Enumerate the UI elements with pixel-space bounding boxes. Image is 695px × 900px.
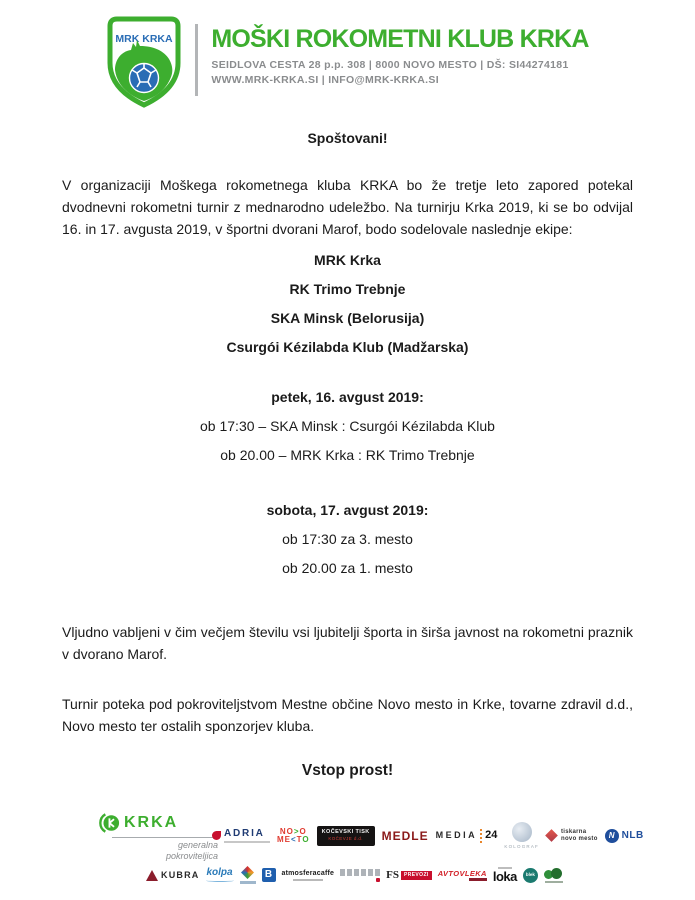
tiskarna-line2: novo mesto [561, 836, 598, 843]
letter-body [0, 130, 695, 780]
media24-wordmark: MEDIA [435, 830, 478, 841]
adria-tagline-bar [224, 841, 270, 843]
krka-sub-line2: pokroviteljica [165, 850, 218, 861]
schedule-friday [62, 383, 633, 470]
kolograf-wordmark: KOLOGRAF [504, 844, 539, 849]
sponsor-kolpa [206, 868, 234, 882]
general-sponsor-krka [98, 812, 218, 862]
nm-l2a: ME [277, 834, 291, 844]
krka-logo [98, 812, 218, 834]
adria-wordmark: ADRIA [224, 827, 265, 839]
sponsor-loka [493, 867, 517, 883]
tiskarna-line1: tiskarna [561, 829, 587, 836]
pinwheel-caption-bar [240, 881, 256, 884]
nm-l1a: NO [279, 826, 294, 836]
fs-prevozi-badge: PREVOZI [401, 871, 432, 880]
kocevski-tisk-line2: KOČEVJE d.d. [328, 836, 363, 842]
team-item: Csurgói Kézilabda Klub (Madžarska) [226, 339, 469, 355]
nm-l2b: < [291, 834, 297, 844]
avtovleka-accent-bar [469, 878, 487, 881]
nm-l2d: O [302, 834, 310, 844]
salutation: Spoštovani! [307, 130, 388, 146]
krka-divider-line [112, 837, 218, 838]
team-item: MRK Krka [314, 252, 381, 268]
kolograf-sphere-icon [512, 822, 532, 842]
krka-sub-line1: generalna [177, 840, 218, 850]
krka-wordmark: KRKA [124, 814, 179, 831]
sponsor-avtovleka [438, 870, 487, 881]
club-address-line: SEIDLOVA CESTA 28 p.p. 308 | 8000 NOVO MESTO | DŠ: SI44274181 [211, 59, 569, 72]
letterhead [0, 0, 695, 108]
patronage-paragraph: Turnir poteka pod pokroviteljstvom Mestne občine Novo mesto in Krke, tovarne zdravil d.d., Novo mesto ter ostalih sponzorjev kluba. [62, 696, 633, 734]
nlb-icon: N [605, 829, 619, 843]
sponsor-footer [0, 812, 695, 900]
b-icon: B [262, 868, 276, 882]
nm-l1c: O [299, 826, 307, 836]
avtovleka-wordmark: AVTOVLEKA [437, 868, 487, 878]
nm-l2c: T [296, 834, 303, 844]
media24-dots-icon [480, 829, 482, 843]
sponsor-green-cluster [544, 868, 564, 883]
krka-mark-icon [98, 812, 120, 834]
atmosfera-tagline-bar [293, 879, 323, 881]
fs-wordmark: FS [386, 868, 399, 881]
invitation-paragraph: Vljudno vabljeni v čim večjem številu vsi ljubitelji športa in širša javnost na rokometni praznik v dvorano Marof. [62, 624, 633, 662]
adria-icon [212, 831, 221, 840]
schedule-match: ob 17:30 – SKA Minsk : Csurgói Kézilabda Klub [200, 418, 495, 434]
schedule-saturday [62, 496, 633, 583]
schedule-match: ob 20.00 za 1. mesto [282, 560, 413, 576]
gray-wordmark-bar [340, 869, 380, 876]
gray-logo-accent [376, 878, 380, 882]
schedule-match: ob 17:30 za 3. mesto [282, 531, 413, 547]
schedule-match: ob 20.00 – MRK Krka : RK Trimo Trebnje [220, 447, 475, 463]
kubra-triangle-icon [146, 870, 158, 881]
trees-caption-bar [545, 881, 563, 883]
sponsor-row-1 [212, 822, 644, 850]
pinwheel-icon [241, 866, 254, 879]
schedule-day-heading: sobota, 17. avgust 2019: [266, 502, 429, 518]
media24-number: 24 [485, 829, 498, 842]
intro-paragraph: V organizaciji Moškega rokometnega kluba KRKA bo že tretje leto zapored potekal dvodnevni rokometni turnir z mednarodno udeležbo. Na turnirju Krka 2019, ki se bo odvijal 16. in 17. avgusta 2019, v športni dvorani Marof, bodo sodelovale naslednje ekipe: [62, 177, 633, 237]
schedule-day-heading: petek, 16. avgust 2019: [271, 389, 424, 405]
team-item: SKA Minsk (Belorusija) [270, 310, 425, 326]
kolpa-wordmark: kolpa [206, 867, 233, 878]
sponsor-row-2 [146, 866, 564, 884]
closing-statement: Vstop prost! [301, 762, 394, 779]
krka-general-sponsor-label [98, 840, 218, 862]
header-divider [195, 24, 198, 96]
sponsor-nlb [605, 829, 644, 843]
club-crest-logo [106, 16, 182, 108]
sponsor-kolograf [504, 822, 539, 850]
sponsor-gray-logo [340, 869, 380, 882]
letterhead-text [211, 16, 588, 86]
trees-icon [544, 868, 564, 879]
sponsor-novo-mesto [277, 828, 310, 844]
kolpa-wave-icon [206, 879, 234, 882]
team-item: RK Trimo Trebnje [289, 281, 406, 297]
blek-circle-icon: blek [523, 868, 538, 883]
sponsor-blek [523, 868, 538, 883]
nm-l1b: > [293, 826, 300, 836]
sponsor-kocevski-tisk [317, 826, 375, 846]
sponsor-tiskarna-novo-mesto [546, 829, 598, 842]
kubra-wordmark: KUBRA [161, 869, 200, 880]
loka-wordmark: loka [492, 869, 517, 884]
sponsor-medle [382, 830, 429, 842]
club-web-contact-line: WWW.MRK-KRKA.SI | INFO@MRK-KRKA.SI [211, 74, 439, 87]
sponsor-b-logo [262, 868, 276, 882]
crest-club-initials: MRK KRKA [115, 33, 173, 45]
team-list [62, 246, 633, 362]
tiskarna-diamond-icon [545, 829, 558, 842]
sponsor-atmosfera-caffe [282, 870, 335, 881]
sponsor-pinwheel-logo [240, 866, 256, 884]
kocevski-tisk-line1: KOČEVSKI TISK [321, 828, 370, 835]
medle-wordmark: MEDLE [381, 828, 429, 843]
sponsor-kubra [146, 870, 200, 881]
atmosfera-wordmark: atmosferacaffe [281, 869, 335, 877]
sponsor-adria [212, 829, 270, 843]
club-name: MOŠKI ROKOMETNI KLUB KRKA [211, 25, 589, 53]
nlb-wordmark: NLB [621, 829, 644, 841]
sponsor-media24 [436, 829, 498, 843]
sponsor-fs-prevozi [386, 870, 432, 881]
